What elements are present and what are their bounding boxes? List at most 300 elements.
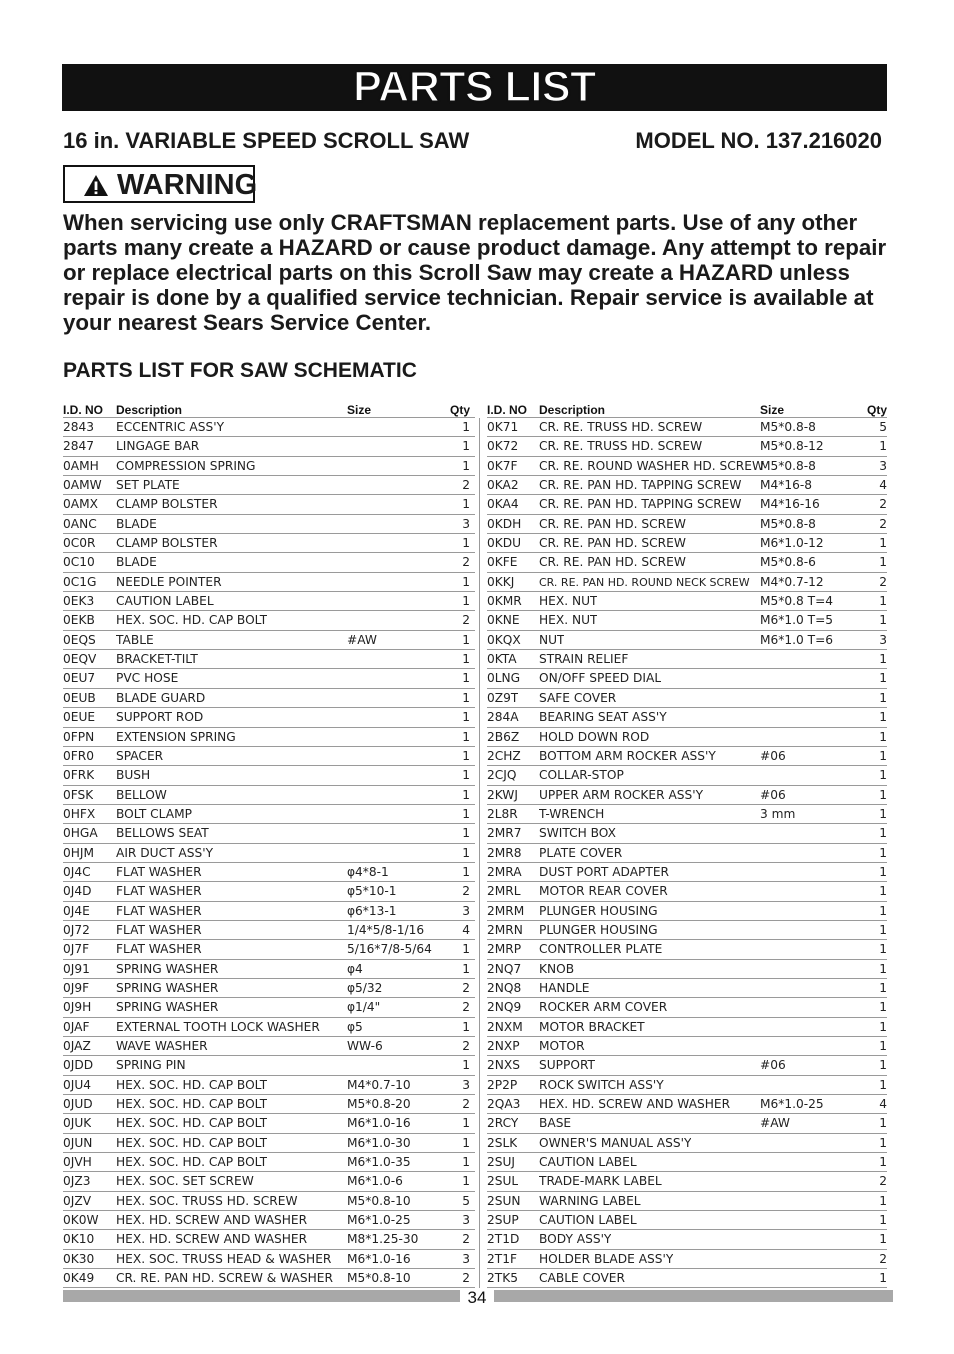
part-qty: 1 xyxy=(879,1271,887,1286)
part-id: 2CHZ xyxy=(487,748,521,763)
table-row xyxy=(487,689,887,708)
part-description: HEX. NUT xyxy=(539,594,598,609)
table-row xyxy=(487,1250,887,1269)
part-size: M4*16-8 xyxy=(760,478,813,493)
table-row xyxy=(63,553,475,572)
part-qty: 1 xyxy=(462,1174,470,1189)
part-id: 0KA4 xyxy=(487,497,519,512)
part-id: 0J91 xyxy=(63,961,90,976)
part-qty: 5 xyxy=(462,1193,470,1208)
table-row xyxy=(487,534,887,553)
part-description: FLAT WASHER xyxy=(116,864,202,879)
part-id: 2RCY xyxy=(487,1116,519,1131)
table-row xyxy=(487,515,887,534)
part-size: 1/4*5/8-1/16 xyxy=(347,922,425,937)
part-description: HEX. SOC. HD. CAP BOLT xyxy=(116,1116,268,1131)
part-qty: 1 xyxy=(462,864,470,879)
part-description: OWNER'S MANUAL ASS'Y xyxy=(539,1135,692,1150)
part-id: 2SUL xyxy=(487,1174,519,1189)
part-qty: 1 xyxy=(879,806,887,821)
table-row xyxy=(487,805,887,824)
part-id: 2L8R xyxy=(487,806,518,821)
part-description: BELLOWS SEAT xyxy=(116,826,209,841)
part-description: WAVE WASHER xyxy=(116,1039,208,1053)
part-id: 0K49 xyxy=(63,1271,95,1286)
part-id: 0K10 xyxy=(63,1232,95,1247)
table-row xyxy=(487,786,887,805)
part-description: HEX. SOC. SET SCREW xyxy=(116,1174,254,1189)
part-description: EXTERNAL TOOTH LOCK WASHER xyxy=(116,1019,320,1034)
part-size: M6*1.0-16 xyxy=(347,1251,411,1266)
table-row xyxy=(63,940,475,959)
table-row xyxy=(487,437,887,456)
part-id: 0KKJ xyxy=(487,574,515,589)
part-qty: 1 xyxy=(879,1000,887,1015)
table-row xyxy=(487,766,887,785)
part-qty: 1 xyxy=(462,690,470,705)
part-qty: 1 xyxy=(879,555,887,570)
part-size: #06 xyxy=(760,748,786,763)
part-qty: 2 xyxy=(879,516,887,531)
table-row xyxy=(63,457,475,476)
part-qty: 1 xyxy=(879,768,887,783)
part-size: #06 xyxy=(760,787,786,802)
column-divider xyxy=(479,418,480,1288)
part-size: M5*0.8-8 xyxy=(760,420,816,434)
part-description: SPACER xyxy=(116,748,164,763)
part-description: CABLE COVER xyxy=(539,1271,625,1286)
part-size: M6*1.0-35 xyxy=(347,1155,411,1170)
part-size: M5*0.8 T=4 xyxy=(760,594,834,609)
part-qty: 1 xyxy=(462,729,470,744)
part-id: 2843 xyxy=(63,420,95,434)
part-description: HEX. SOC. HD. CAP BOLT xyxy=(116,613,268,628)
part-qty: 1 xyxy=(879,748,887,763)
table-row xyxy=(63,979,475,998)
part-description: FLAT WASHER xyxy=(116,884,202,899)
part-qty: 3 xyxy=(462,1251,470,1266)
part-qty: 1 xyxy=(879,903,887,918)
table-row xyxy=(63,786,475,805)
part-description: TABLE xyxy=(116,632,154,647)
part-size: M5*0.8-12 xyxy=(760,439,824,454)
part-description: HEX. SOC. HD. CAP BOLT xyxy=(116,1097,268,1112)
table-row xyxy=(63,1095,475,1114)
part-description: NUT xyxy=(539,632,565,647)
table-row xyxy=(63,708,475,727)
part-size: M6*1.0-25 xyxy=(347,1213,411,1228)
table-row xyxy=(63,921,475,940)
part-qty: 1 xyxy=(462,632,470,647)
part-qty: 4 xyxy=(462,922,470,937)
part-id: 0FR0 xyxy=(63,748,94,763)
table-row xyxy=(63,882,475,901)
part-qty: 1 xyxy=(462,748,470,763)
part-qty: 2 xyxy=(879,497,887,512)
part-id: 0K71 xyxy=(487,420,519,434)
part-description: STRAIN RELIEF xyxy=(539,652,629,667)
part-qty: 1 xyxy=(879,1213,887,1228)
part-qty: 2 xyxy=(462,1271,470,1286)
part-id: 2NQ9 xyxy=(487,1000,522,1015)
part-qty: 1 xyxy=(462,458,470,473)
part-description: CR. RE. PAN HD. SCREW & WASHER xyxy=(116,1271,333,1286)
part-description: SAFE COVER xyxy=(539,690,617,705)
part-qty: 1 xyxy=(462,1155,470,1170)
table-row xyxy=(63,573,475,592)
part-qty: 4 xyxy=(879,478,887,493)
table-row xyxy=(487,495,887,514)
part-description: HOLD DOWN ROD xyxy=(539,729,650,744)
part-qty: 3 xyxy=(462,1213,470,1228)
table-row xyxy=(487,1076,887,1095)
part-qty: 1 xyxy=(879,942,887,957)
header-id: I.D. NO xyxy=(63,403,104,417)
table-row xyxy=(63,747,475,766)
part-description: BASE xyxy=(539,1116,572,1131)
part-description: MOTOR BRACKET xyxy=(539,1019,645,1034)
part-qty: 1 xyxy=(879,884,887,899)
table-row xyxy=(487,979,887,998)
part-id: 0C10 xyxy=(63,555,95,570)
part-description: BEARING SEAT ASS'Y xyxy=(539,710,667,725)
part-id: 0J4E xyxy=(63,903,90,918)
table-row xyxy=(63,534,475,553)
part-qty: 1 xyxy=(879,536,887,551)
table-row xyxy=(487,844,887,863)
part-id: 0JUK xyxy=(63,1116,92,1131)
part-qty: 5 xyxy=(879,420,887,434)
part-description: PVC HOSE xyxy=(116,671,179,686)
part-description: SUPPORT ROD xyxy=(116,710,204,725)
part-qty: 1 xyxy=(462,574,470,589)
part-description: BRACKET-TILT xyxy=(116,652,198,667)
table-row xyxy=(63,844,475,863)
part-description: CR. RE. PAN HD. SCREW xyxy=(539,555,686,570)
part-qty: 3 xyxy=(462,1077,470,1092)
table-row xyxy=(487,631,887,650)
part-id: 2MRN xyxy=(487,922,523,937)
part-description: NEEDLE POINTER xyxy=(116,574,222,589)
part-id: 0JZV xyxy=(63,1193,92,1208)
part-description: PLUNGER HOUSING xyxy=(539,922,658,937)
part-size: #AW xyxy=(760,1116,790,1131)
part-description: ROCKER ARM COVER xyxy=(539,1000,668,1015)
part-id: 0HFX xyxy=(63,806,96,821)
table-row xyxy=(63,1018,475,1037)
part-qty: 1 xyxy=(879,961,887,976)
part-qty: 1 xyxy=(462,420,470,434)
part-id: 0JVH xyxy=(63,1155,92,1170)
table-row xyxy=(487,1153,887,1172)
part-id: 2P2P xyxy=(487,1077,518,1092)
part-qty: 1 xyxy=(462,1135,470,1150)
table-row xyxy=(487,1037,887,1056)
part-description: EXTENSION SPRING xyxy=(116,729,236,744)
part-id: 0JUD xyxy=(63,1097,93,1112)
table-row xyxy=(487,1192,887,1211)
part-id: 0J9H xyxy=(63,1000,92,1015)
table-row xyxy=(63,592,475,611)
part-size: 3 mm xyxy=(760,806,796,821)
part-qty: 1 xyxy=(879,922,887,937)
part-description: PLUNGER HOUSING xyxy=(539,903,658,918)
part-id: 2NXM xyxy=(487,1019,523,1034)
part-description: AIR DUCT ASS'Y xyxy=(116,845,214,860)
part-description: CAUTION LABEL xyxy=(539,1213,637,1228)
part-id: 2CJQ xyxy=(487,768,517,783)
part-description: CAUTION LABEL xyxy=(116,594,214,609)
part-id: 2NXS xyxy=(487,1058,520,1073)
table-row xyxy=(63,728,475,747)
part-qty: 2 xyxy=(462,1000,470,1015)
part-id: 0K30 xyxy=(63,1251,95,1266)
part-size: M5*0.8-10 xyxy=(347,1193,411,1208)
table-row xyxy=(63,1056,475,1075)
table-row xyxy=(63,1269,475,1288)
table-header xyxy=(487,402,887,418)
part-qty: 1 xyxy=(879,729,887,744)
part-size: φ1/4" xyxy=(347,1000,381,1015)
part-size: M5*0.8-6 xyxy=(760,555,816,570)
part-size: M6*1.0-6 xyxy=(347,1174,403,1189)
part-description: ON/OFF SPEED DIAL xyxy=(539,671,662,686)
part-id: 0AMW xyxy=(63,478,102,493)
part-size: φ4 xyxy=(347,961,363,976)
part-qty: 1 xyxy=(879,1039,887,1053)
part-description: CR. RE. PAN HD. ROUND NECK SCREW xyxy=(539,575,750,589)
table-row xyxy=(63,437,475,456)
table-row xyxy=(487,921,887,940)
part-qty: 1 xyxy=(879,845,887,860)
part-qty: 1 xyxy=(462,710,470,725)
part-qty: 1 xyxy=(879,1058,887,1073)
table-row xyxy=(487,1056,887,1075)
part-id: 0EQS xyxy=(63,632,96,647)
part-id: 2847 xyxy=(63,439,95,454)
part-qty: 1 xyxy=(879,1135,887,1150)
part-size: #AW xyxy=(347,632,377,647)
part-id: 0KA2 xyxy=(487,478,519,493)
part-description: CR. RE. TRUSS HD. SCREW xyxy=(539,420,703,434)
part-id: 0KNE xyxy=(487,613,520,628)
part-description: FLAT WASHER xyxy=(116,942,202,957)
footer-bar-right xyxy=(494,1290,893,1302)
table-row xyxy=(63,1250,475,1269)
part-id: 0Z9T xyxy=(487,690,519,705)
part-qty: 3 xyxy=(879,632,887,647)
table-row xyxy=(63,1211,475,1230)
part-qty: 2 xyxy=(879,1251,887,1266)
part-description: SET PLATE xyxy=(116,478,180,493)
part-qty: 1 xyxy=(462,942,470,957)
part-qty: 1 xyxy=(879,671,887,686)
table-row xyxy=(63,418,475,437)
table-row xyxy=(487,747,887,766)
part-id: 2SLK xyxy=(487,1135,518,1150)
table-row xyxy=(487,573,887,592)
part-size: M6*1.0 T=6 xyxy=(760,632,834,647)
part-id: 2T1F xyxy=(487,1251,517,1266)
table-row xyxy=(63,766,475,785)
part-qty: 1 xyxy=(879,980,887,995)
part-qty: 1 xyxy=(879,613,887,628)
table-row xyxy=(487,1230,887,1249)
part-id: 0FRK xyxy=(63,768,95,783)
part-description: FLAT WASHER xyxy=(116,922,202,937)
part-qty: 2 xyxy=(462,1097,470,1112)
table-row xyxy=(487,998,887,1017)
part-description: HANDLE xyxy=(539,980,590,995)
part-qty: 2 xyxy=(462,555,470,570)
section-title: PARTS LIST FOR SAW SCHEMATIC xyxy=(63,359,417,382)
part-description: MOTOR xyxy=(539,1039,585,1053)
part-qty: 3 xyxy=(462,516,470,531)
part-id: 0HGA xyxy=(63,826,98,841)
table-row xyxy=(63,902,475,921)
part-qty: 2 xyxy=(879,574,887,589)
part-id: 2MRP xyxy=(487,942,522,957)
part-description: SPRING WASHER xyxy=(116,1000,219,1015)
table-row xyxy=(63,669,475,688)
header-description: Description xyxy=(539,403,606,417)
part-qty: 2 xyxy=(462,884,470,899)
part-qty: 2 xyxy=(462,1039,470,1053)
part-description: CR. RE. ROUND WASHER HD. SCREW xyxy=(539,458,764,473)
header-size: Size xyxy=(760,403,785,417)
table-row xyxy=(63,824,475,843)
parts-table-left xyxy=(63,402,475,1288)
part-description: CLAMP BOLSTER xyxy=(116,497,218,512)
table-row xyxy=(63,805,475,824)
part-id: 0J7F xyxy=(63,942,90,957)
part-description: HEX. HD. SCREW AND WASHER xyxy=(116,1213,308,1228)
part-size: M4*0.7-10 xyxy=(347,1077,411,1092)
part-id: 2NQ7 xyxy=(487,961,522,976)
table-row xyxy=(63,515,475,534)
part-description: UPPER ARM ROCKER ASS'Y xyxy=(539,787,704,802)
part-description: SPRING WASHER xyxy=(116,980,219,995)
header-description: Description xyxy=(116,403,183,417)
model-number: MODEL NO. 137.216020 xyxy=(635,128,882,153)
table-row xyxy=(487,476,887,495)
part-description: ROCK SWITCH ASS'Y xyxy=(539,1077,664,1092)
part-qty: 1 xyxy=(462,806,470,821)
part-id: 2MRM xyxy=(487,903,525,918)
part-id: 0KTA xyxy=(487,652,517,667)
part-description: HEX. SOC. HD. CAP BOLT xyxy=(116,1077,268,1092)
part-size: M6*1.0 T=5 xyxy=(760,613,834,628)
part-description: BLADE xyxy=(116,516,157,531)
part-id: 0EK3 xyxy=(63,594,95,609)
header-id: I.D. NO xyxy=(487,403,528,417)
part-id: 284A xyxy=(487,710,519,725)
part-id: 0AMH xyxy=(63,458,99,473)
table-row xyxy=(487,1211,887,1230)
product-title: 16 in. VARIABLE SPEED SCROLL SAW xyxy=(63,128,470,153)
part-size: M8*1.25-30 xyxy=(347,1232,419,1247)
part-id: 2B6Z xyxy=(487,729,520,744)
part-description: KNOB xyxy=(539,961,575,976)
part-id: 0J72 xyxy=(63,922,90,937)
warning-box xyxy=(63,165,258,203)
part-qty: 2 xyxy=(462,478,470,493)
part-description: HEX. SOC. HD. CAP BOLT xyxy=(116,1155,268,1170)
table-row xyxy=(487,592,887,611)
table-row xyxy=(487,863,887,882)
part-id: 2MR8 xyxy=(487,845,522,860)
part-qty: 1 xyxy=(879,1193,887,1208)
part-id: 0ANC xyxy=(63,516,97,531)
part-description: BUSH xyxy=(116,768,151,783)
part-id: 2NQ8 xyxy=(487,980,522,995)
part-description: BLADE GUARD xyxy=(116,690,206,705)
part-qty: 1 xyxy=(879,710,887,725)
table-row xyxy=(63,998,475,1017)
table-row xyxy=(487,1114,887,1133)
part-qty: 1 xyxy=(879,1077,887,1092)
part-id: 0J4C xyxy=(63,864,91,879)
part-qty: 4 xyxy=(879,1097,887,1112)
footer-bar-left xyxy=(63,1290,460,1302)
part-id: 2SUJ xyxy=(487,1155,516,1170)
table-row xyxy=(63,611,475,630)
part-id: 2MRL xyxy=(487,884,521,899)
part-id: 2TK5 xyxy=(487,1271,518,1286)
header-qty: Qty xyxy=(866,403,887,417)
part-description: SPRING PIN xyxy=(116,1058,186,1073)
part-description: HEX. NUT xyxy=(539,613,598,628)
part-description: SPRING WASHER xyxy=(116,961,219,976)
parts-table-right xyxy=(487,402,887,1288)
part-description: HEX. SOC. TRUSS HD. SCREW xyxy=(116,1193,298,1208)
part-description: CR. RE. PAN HD. SCREW xyxy=(539,516,686,531)
part-size: φ5/32 xyxy=(347,980,383,995)
part-qty: 1 xyxy=(879,826,887,841)
part-qty: 1 xyxy=(462,439,470,454)
part-id: 0EUB xyxy=(63,690,96,705)
part-id: 0JUN xyxy=(63,1135,93,1150)
part-description: COMPRESSION SPRING xyxy=(116,458,256,473)
part-size: M5*0.8-20 xyxy=(347,1097,411,1112)
part-id: 0JAF xyxy=(63,1019,90,1034)
table-row xyxy=(487,902,887,921)
part-qty: 1 xyxy=(462,1116,470,1131)
part-id: 0KDU xyxy=(487,536,522,551)
part-id: 0KDH xyxy=(487,516,522,531)
part-description: DUST PORT ADAPTER xyxy=(539,864,670,879)
part-description: CONTROLLER PLATE xyxy=(539,942,663,957)
part-id: 0J9F xyxy=(63,980,90,995)
part-size: M5*0.8-8 xyxy=(760,516,816,531)
part-id: 0KMR xyxy=(487,594,522,609)
part-size: M5*0.8-8 xyxy=(760,458,816,473)
part-id: 2T1D xyxy=(487,1232,520,1247)
part-size: φ4*8-1 xyxy=(347,864,389,879)
part-id: 0K72 xyxy=(487,439,519,454)
part-id: 0LNG xyxy=(487,671,521,686)
part-id: 2NXP xyxy=(487,1039,520,1053)
part-description: MOTOR REAR COVER xyxy=(539,884,668,899)
part-description: BOLT CLAMP xyxy=(116,806,192,821)
part-qty: 1 xyxy=(462,536,470,551)
table-row xyxy=(63,863,475,882)
part-qty: 3 xyxy=(462,903,470,918)
part-description: BOTTOM ARM ROCKER ASS'Y xyxy=(539,748,716,763)
part-qty: 1 xyxy=(462,1058,470,1073)
part-qty: 2 xyxy=(879,1174,887,1189)
part-description: T-WRENCH xyxy=(539,806,605,821)
